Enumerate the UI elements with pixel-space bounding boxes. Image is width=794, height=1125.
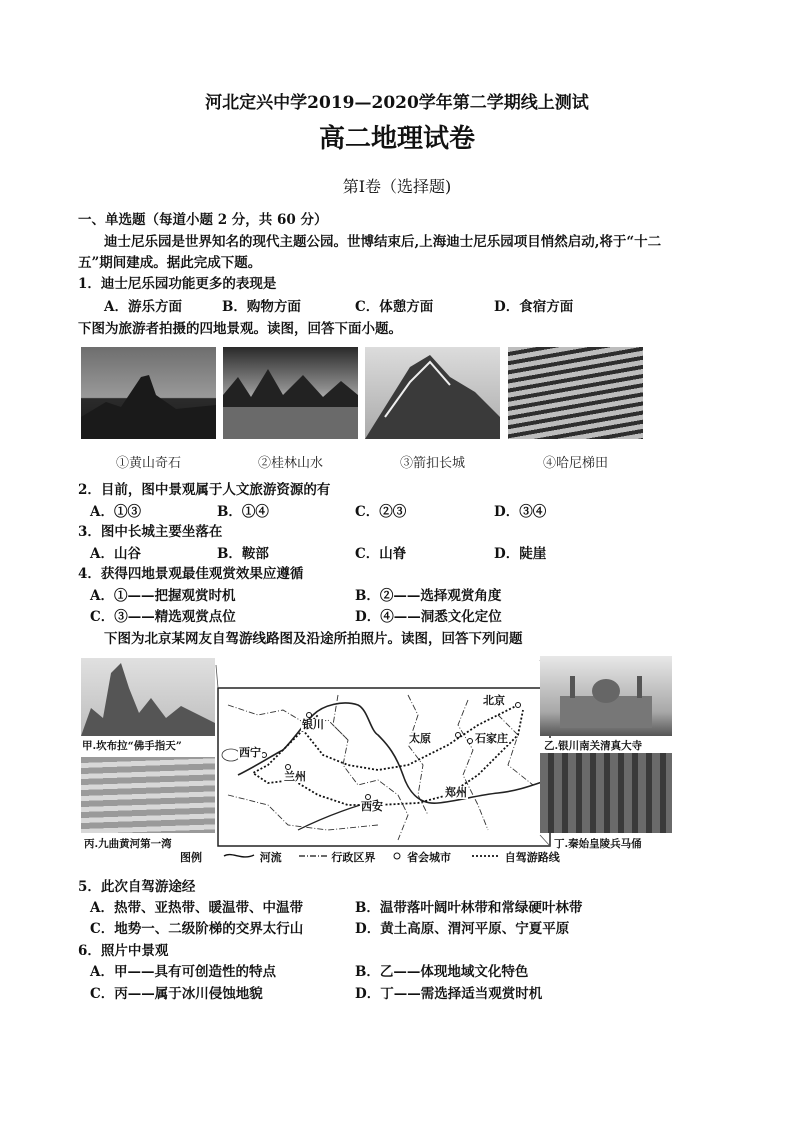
- q1-option-b[interactable]: B．购物方面: [222, 299, 301, 315]
- legend-river: 河流: [259, 851, 282, 864]
- volume-title: 第Ⅰ卷（选择题): [342, 177, 452, 196]
- route-legend-icon: [471, 851, 501, 861]
- city-xining: 西宁: [239, 746, 261, 759]
- photo-huangshan: [81, 347, 216, 439]
- city-beijing: 北京: [483, 694, 505, 707]
- caption-great-wall: ③箭扣长城: [399, 456, 465, 471]
- q3-option-c[interactable]: C．山脊: [355, 546, 407, 562]
- exam-title: 高二地理试卷: [318, 124, 475, 154]
- photo-hani-terraces: [508, 347, 643, 439]
- q2-option-d[interactable]: D．③④: [494, 504, 547, 520]
- q2-option-c[interactable]: C．②③: [355, 504, 407, 520]
- q1-option-a[interactable]: A．游乐方面: [104, 299, 182, 315]
- photo-guilin: [223, 347, 358, 439]
- guilin-hills-icon: [223, 347, 358, 439]
- q5-option-b[interactable]: B．温带落叶阔叶林带和常绿硬叶林带: [355, 900, 583, 916]
- q5-option-d[interactable]: D．黄土高原、渭河平原、宁夏平原: [355, 921, 570, 937]
- intro-map: 下图为北京某网友自驾游线路图及沿途所拍照片。读图，回答下列问题: [104, 631, 523, 647]
- q3-option-b[interactable]: B．鞍部: [217, 546, 269, 562]
- caption-hani: ④哈尼梯田: [542, 456, 608, 471]
- huangshan-rock-icon: [81, 347, 216, 439]
- capital-legend-icon: [391, 851, 403, 861]
- route-map-figure: [78, 655, 674, 865]
- q6-option-c[interactable]: C．丙——属于冰川侵蚀地貌: [90, 986, 263, 1002]
- intro-photos: 下图为旅游者拍摄的四地景观。读图，回答下面小题。: [78, 321, 402, 337]
- photo-ding-terracotta: [540, 753, 672, 833]
- intro-disney-1: 迪士尼乐园是世界知名的现代主题公园。世博结束后,上海迪士尼乐园项目悄然启动,将于“十二: [104, 234, 662, 250]
- section-heading: 一、单选题（每道小题 2 分，共 60 分）: [78, 212, 328, 228]
- q3-stem: 3．图中长城主要坐落在: [78, 524, 223, 540]
- q4-option-c[interactable]: C．③——精选观赏点位: [90, 609, 236, 625]
- q1-option-d[interactable]: D．食宿方面: [494, 299, 574, 315]
- city-shijiazhuang: 石家庄: [475, 732, 508, 745]
- city-yinchuan: 银川: [302, 718, 324, 731]
- q4-option-b[interactable]: B．②——选择观赏角度: [355, 588, 502, 604]
- intro-disney-2: 五”期间建成。据此完成下题。: [78, 255, 262, 271]
- school-line: 河北定兴中学2019—2020学年第二学期线上测试: [205, 93, 589, 113]
- photo-jia-kanbula: [81, 658, 215, 736]
- q5-stem: 5．此次自驾游途经: [78, 879, 196, 895]
- caption-guilin: ②桂林山水: [257, 456, 323, 471]
- q4-option-a[interactable]: A．①——把握观赏时机: [90, 588, 236, 604]
- boundary-legend-icon: [298, 851, 328, 861]
- legend-title: 图例: [180, 851, 202, 864]
- q1-stem: 1．迪士尼乐园功能更多的表现是: [78, 276, 277, 292]
- q2-stem: 2．目前，图中景观属于人文旅游资源的有: [78, 482, 331, 498]
- q5-option-a[interactable]: A．热带、亚热带、暖温带、中温带: [90, 900, 303, 916]
- photo-great-wall: [365, 347, 500, 439]
- q6-option-b[interactable]: B．乙——体现地域文化特色: [355, 964, 529, 980]
- q2-option-a[interactable]: A．①③: [90, 504, 141, 520]
- river-legend-icon: [222, 851, 256, 861]
- city-zhengzhou: 郑州: [445, 786, 467, 799]
- q1-option-c[interactable]: C．体憩方面: [355, 299, 434, 315]
- q6-stem: 6．照片中景观: [78, 943, 169, 959]
- q3-option-d[interactable]: D．陡崖: [494, 546, 547, 562]
- map-legend: [180, 849, 560, 865]
- q3-option-a[interactable]: A．山谷: [90, 546, 141, 562]
- photo-yi-mosque: [540, 656, 672, 736]
- q6-option-d[interactable]: D．丁——需选择适当观赏时机: [355, 986, 543, 1002]
- label-jia: 甲.坎布拉“佛手指天”: [82, 740, 182, 752]
- q4-option-d[interactable]: D．④——洞悉文化定位: [355, 609, 502, 625]
- label-yi: 乙.银川南关清真大寺: [544, 740, 643, 752]
- legend-boundary: 行政区界: [331, 851, 376, 864]
- city-taiyuan: 太原: [409, 732, 431, 745]
- legend-capital: 省会城市: [407, 851, 452, 864]
- q6-option-a[interactable]: A．甲——具有可创造性的特点: [90, 964, 276, 980]
- q4-stem: 4．获得四地景观最佳观赏效果应遵循: [78, 566, 304, 582]
- photo-bing-yellow-river: [81, 757, 215, 833]
- city-xian: 西安: [361, 800, 383, 813]
- label-ding: 丁.秦始皇陵兵马俑: [554, 838, 642, 850]
- label-bing: 丙.九曲黄河第一湾: [84, 838, 172, 850]
- caption-huangshan: ①黄山奇石: [115, 456, 181, 471]
- q2-option-b[interactable]: B．①④: [217, 504, 269, 520]
- legend-route: 自驾游路线: [504, 851, 560, 864]
- city-lanzhou: 兰州: [284, 770, 306, 783]
- great-wall-icon: [365, 347, 500, 439]
- q5-option-c[interactable]: C．地势一、二级阶梯的交界太行山: [90, 921, 304, 937]
